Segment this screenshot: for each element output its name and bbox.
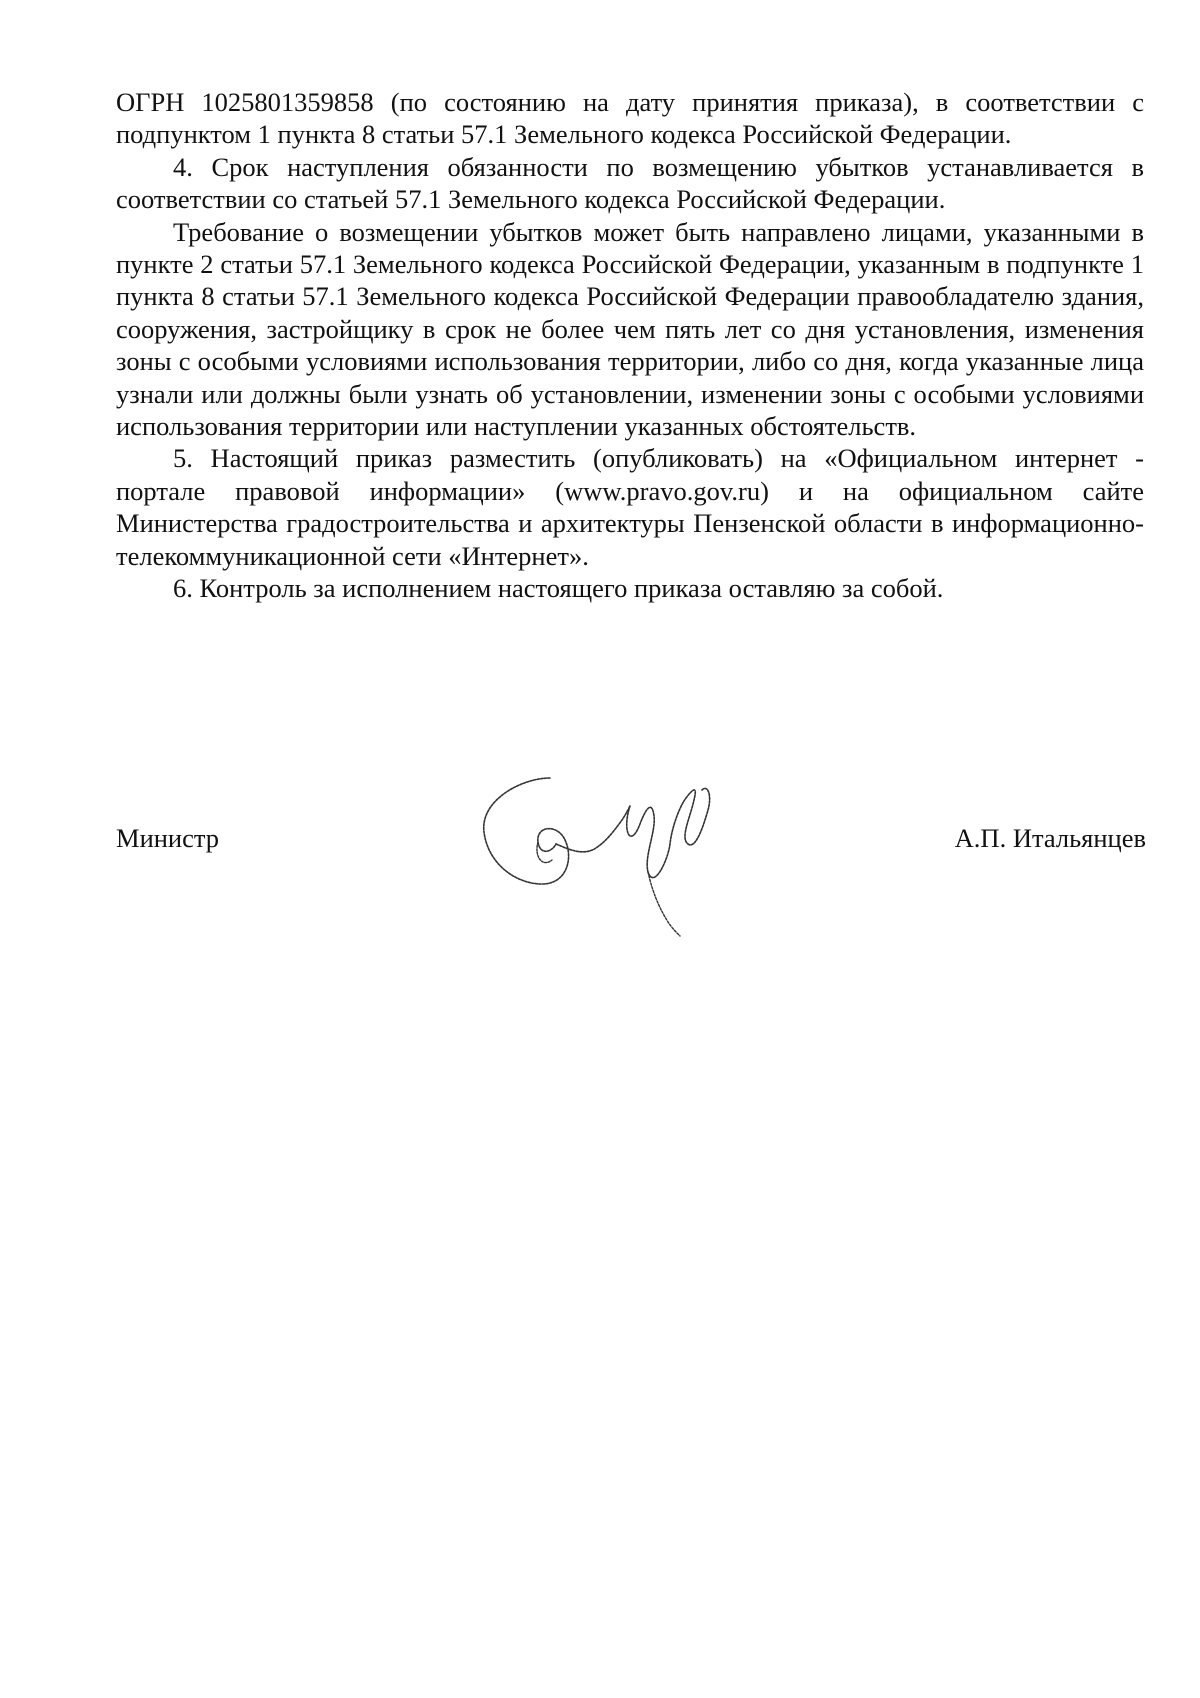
signature-loop-stroke	[484, 778, 569, 884]
paragraph-damages-claim: Требование о возмещении убытков может быть направлено лицами, указанными в пункте 2 статьи 57.1 Земельного кодекса Российской Федерации, указанным в подпункте 1 пункта 8 статьи 57.1 Земельного кодекса Российской Федерации правообладателю здания, сооружения, застройщику в срок не более чем пять лет со дня установления, изменения зоны с особыми условиями использования территории, либо со дня, когда указанные лица узнали или должны были узнать об установлении, изменении зоны с особыми условиями использования территории или наступлении указанных обстоятельств.	[116, 216, 1144, 442]
signer-position: Министр	[116, 823, 220, 853]
signer-name: А.П. Итальянцев	[954, 823, 1146, 853]
paragraph-ogrn-continuation: ОГРН 1025801359858 (по состоянию на дату принятия приказа), в соответствии с подпунктом 1 пункта 8 статьи 57.1 Земельного кодекса Российской Федерации.	[116, 87, 1144, 150]
signature-block	[116, 760, 1146, 940]
document-body	[116, 86, 1144, 605]
signature-tail-stroke	[648, 872, 680, 936]
paragraph-item-6: 6. Контроль за исполнением настоящего приказа оставляю за собой.	[173, 573, 944, 604]
signature-letters-stroke	[627, 788, 710, 877]
paragraph-item-4: 4. Срок наступления обязанности по возмещению убытков устанавливается в соответствии со статьей 57.1 Земельного кодекса Российской Федерации.	[116, 151, 1144, 215]
paragraph-item-5: 5. Настоящий приказ разместить (опубликовать) на «Официальном интернет - портале правовой информации» (www.pravo.gov.ru) и на официальном сайте Министерства градостроительства и архитектуры Пензенской области в информационно-телекоммуникационной сети «Интернет».	[116, 443, 1144, 571]
handwritten-signature	[472, 760, 752, 940]
